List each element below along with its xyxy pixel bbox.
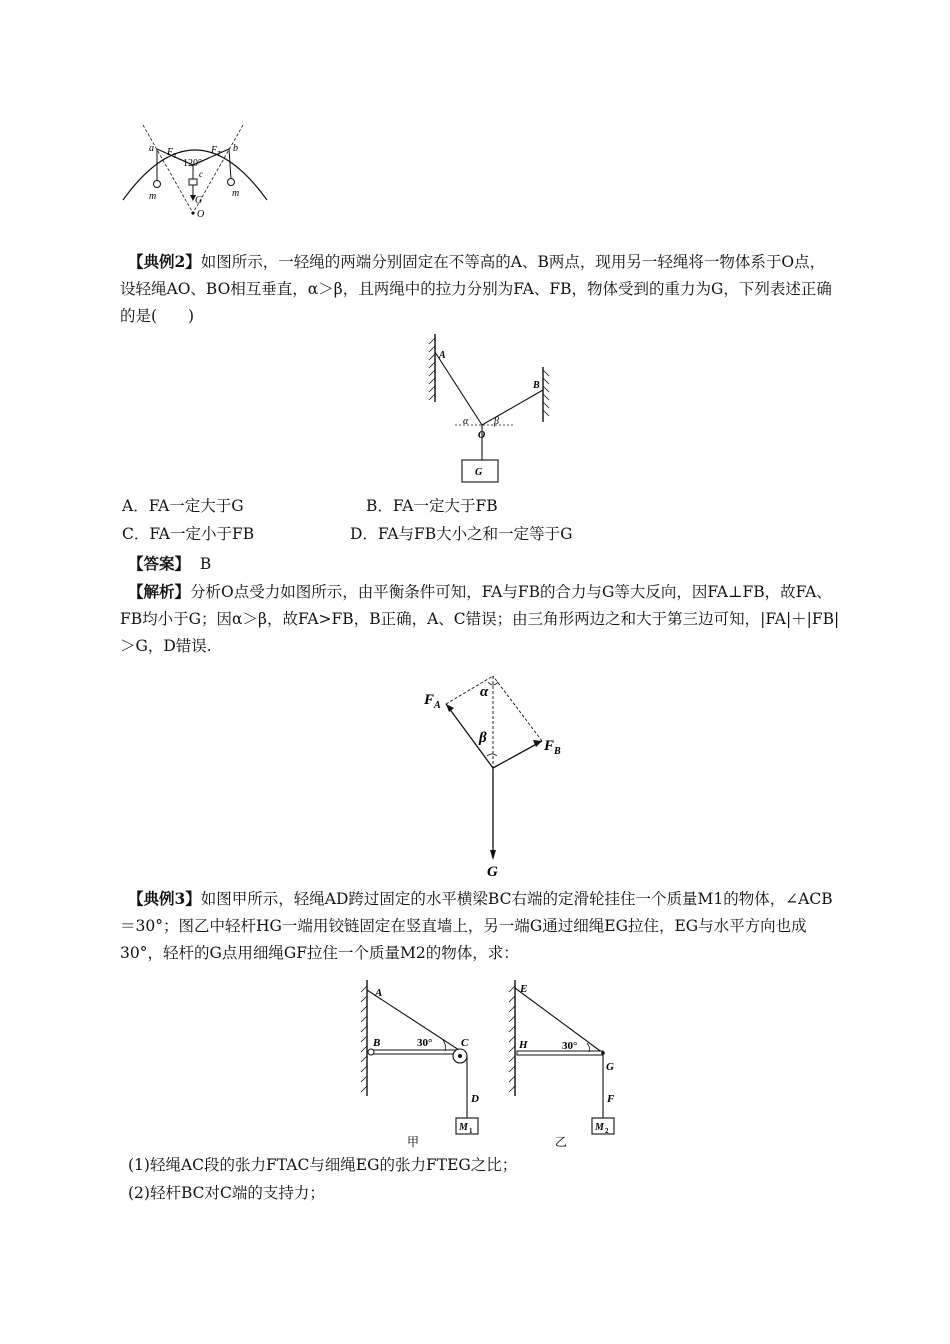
label-ft-left-sub: T	[173, 152, 177, 160]
label-FA: F	[424, 692, 435, 708]
label-m-left: m	[149, 191, 157, 202]
label-E-yi: E	[520, 983, 528, 995]
option-c: C．FA一定小于FB	[122, 525, 255, 543]
label-H-yi: H	[519, 1039, 528, 1051]
example2-analysis	[120, 578, 840, 660]
label-angle-yi: 30°	[562, 1040, 578, 1052]
label-FB: F	[544, 738, 555, 754]
label-a: a	[149, 143, 154, 154]
label-M2: M	[595, 1122, 604, 1133]
answer-tag: 【答案】	[128, 554, 191, 573]
figure-circle-rope	[115, 125, 275, 225]
label-yi: 乙	[555, 1135, 568, 1148]
label-o: O	[197, 209, 205, 220]
label-A-jia: A	[375, 987, 383, 999]
analysis-text: 分析O点受力如图所示，由平衡条件可知，FA与FB的合力与G等大反向，因FA⊥FB，故FA、FB均小于G；因α＞β，故FA>FB，B正确，A、C错误；由三角形两边之和大于第三边可知，|FA|＋|FB|＞G，D错误.	[120, 583, 840, 655]
figure-two-ropes	[425, 332, 555, 487]
label-ft-right: F	[211, 145, 218, 156]
question-2: (2)轻杆BC对C端的支持力；	[128, 1184, 325, 1202]
label-b: b	[233, 143, 238, 154]
figure-force-diagram	[420, 668, 580, 878]
label-G-force: G	[487, 864, 498, 878]
option-a: A．FA一定大于G	[122, 497, 244, 515]
label-angle-120: 120°	[183, 158, 202, 169]
label-beta-force: β	[479, 730, 487, 746]
option-d: D．FA与FB大小之和一定等于G	[350, 525, 573, 543]
label-G-box: G	[475, 467, 483, 478]
question-1: (1)轻绳AC段的张力FTAC与细绳EG的张力FTEG之比；	[128, 1156, 518, 1174]
example3-text: 如图甲所示，轻绳AD跨过固定的水平横梁BC右端的定滑轮挂住一个质量M1的物体，∠ACB＝30°；图乙中轻杆HG一端用铰链固定在竖直墙上，另一端G通过细绳EG拉住，EG与水平方向也成30°，轻杆的G点用细绳GF拉住一个质量M2的物体，求：	[120, 890, 833, 962]
label-F-yi: F	[607, 1093, 615, 1105]
label-ft-left: F	[167, 147, 174, 158]
label-M1-sub: 1	[469, 1127, 473, 1135]
example2-answer	[120, 550, 840, 578]
label-beta: β	[494, 416, 499, 427]
example3-tag: 【典例3】	[128, 889, 201, 908]
label-D-jia: D	[471, 1093, 479, 1105]
label-A: A	[439, 350, 446, 361]
analysis-tag: 【解析】	[128, 582, 191, 601]
option-b: B．FA一定大于FB	[366, 497, 498, 515]
label-B: B	[533, 380, 540, 391]
figure-pulley-and-rod	[355, 978, 625, 1148]
label-C-jia: C	[461, 1037, 469, 1049]
label-ft-right-sub: T	[217, 150, 221, 158]
label-O: O	[478, 430, 486, 441]
example2-text: 如图所示，一轻绳的两端分别固定在不等高的A、B两点，现用另一轻绳将一物体系于O点，设轻绳AO、BO相互垂直，α＞β，且两绳中的拉力分别为FA、FB，物体受到的重力为G，下列表述正确的是( )	[120, 253, 832, 325]
example3-question	[120, 885, 840, 967]
label-m-right: m	[232, 188, 240, 199]
label-G-yi: G	[606, 1061, 614, 1073]
label-angle-jia: 30°	[417, 1037, 433, 1049]
label-M2-sub: 2	[605, 1127, 609, 1135]
example2-question	[120, 248, 840, 330]
label-g: G	[195, 195, 203, 206]
label-B-jia: B	[373, 1037, 381, 1049]
label-FA-sub: A	[434, 700, 441, 711]
label-alpha: α	[463, 416, 469, 427]
label-M1: M	[459, 1122, 468, 1133]
example2-tag: 【典例2】	[128, 252, 201, 271]
answer-value: B	[199, 555, 212, 573]
label-c: c	[199, 169, 203, 179]
label-alpha-force: α	[480, 684, 489, 700]
label-FB-sub: B	[554, 746, 561, 757]
label-jia: 甲	[407, 1135, 420, 1148]
